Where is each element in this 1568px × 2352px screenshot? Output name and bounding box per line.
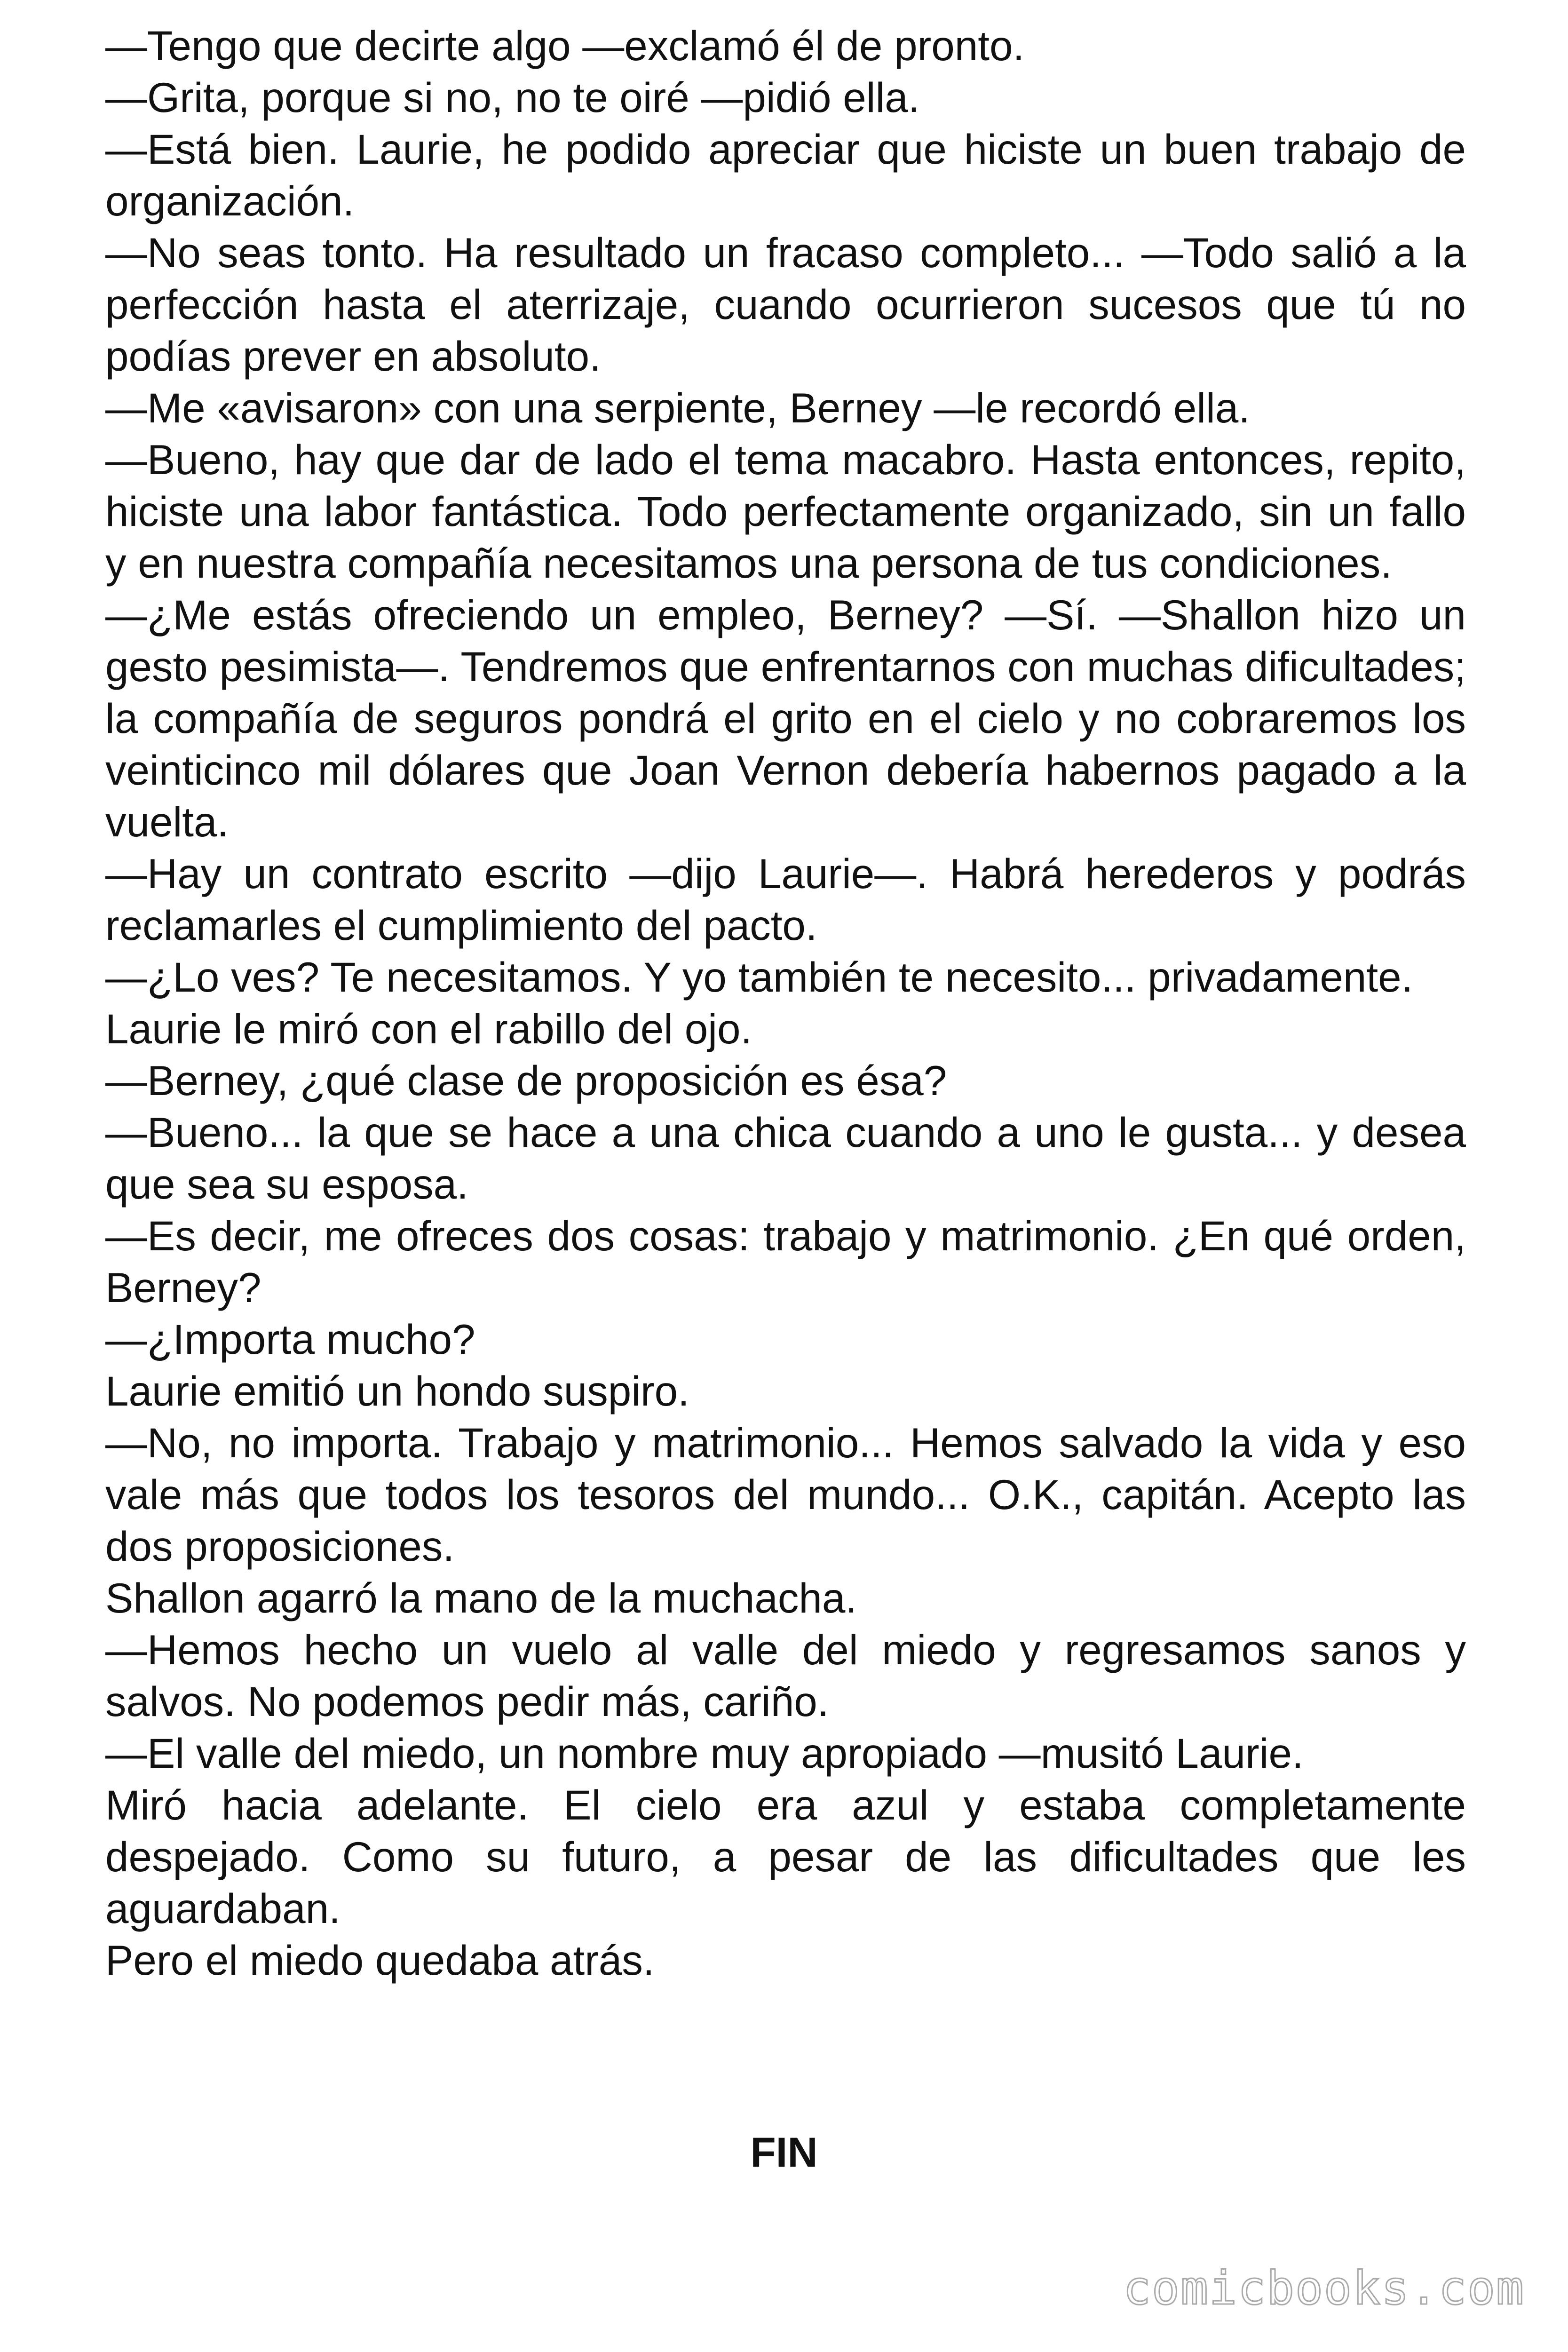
paragraph: —Grita, porque si no, no te oiré —pidió ella.	[105, 74, 920, 121]
paragraph: —Bueno... la que se hace a una chica cuando a uno le gusta... y desea que sea su esposa.	[105, 1109, 1466, 1208]
paragraph: Miró hacia adelante. El cielo era azul y estaba completamente despejado. Como su futuro, a pesar de las dificultades que les aguardaban.	[105, 1781, 1466, 1932]
ending-title: FIN	[750, 2129, 818, 2176]
paragraph: —¿Importa mucho?	[105, 1316, 475, 1363]
paragraph: Laurie le miró con el rabillo del ojo.	[105, 1005, 752, 1052]
paragraph: —Me «avisaron» con una serpiente, Berney —le recordó ella.	[105, 384, 1250, 431]
paragraph: Pero el miedo quedaba atrás.	[105, 1937, 655, 1984]
paragraph: Laurie emitió un hondo suspiro.	[105, 1367, 689, 1414]
paragraph: —No, no importa. Trabajo y matrimonio... Hemos salvado la vida y eso vale más que todos los tesoros del mundo... O.K., capitán. Acepto las dos proposiciones.	[105, 1419, 1466, 1570]
story-text-block	[105, 20, 1466, 1986]
paragraph: Shallon agarró la mano de la muchacha.	[105, 1574, 857, 1621]
paragraph: —El valle del miedo, un nombre muy apropiado —musitó Laurie.	[105, 1730, 1304, 1777]
paragraph: —¿Lo ves? Te necesitamos. Y yo también te necesito... privadamente.	[105, 954, 1413, 1001]
paragraph: —No seas tonto. Ha resultado un fracaso completo... —Todo salió a la perfección hasta el aterrizaje, cuando ocurrieron sucesos que tú no podías prever en absoluto.	[105, 229, 1466, 380]
paragraph: —Tengo que decirte algo —exclamó él de pronto.	[105, 22, 1025, 69]
paragraph: —Es decir, me ofreces dos cosas: trabajo y matrimonio. ¿En qué orden, Berney?	[105, 1212, 1466, 1311]
paragraph: —Bueno, hay que dar de lado el tema macabro. Hasta entonces, repito, hiciste una labor fantástica. Todo perfectamente organizado, sin un fallo y en nuestra compañía necesitamos una persona de tus condiciones.	[105, 436, 1466, 587]
paragraph: —Hay un contrato escrito —dijo Laurie—. Habrá herederos y podrás reclamarles el cumplimiento del pacto.	[105, 850, 1466, 949]
paragraph: —¿Me estás ofreciendo un empleo, Berney? —Sí. —Shallon hizo un gesto pesimista—. Tendremos que enfrentarnos con muchas dificultades; la compañía de seguros pondrá el grito en el cielo y no cobraremos los veinticinco mil dólares que Joan Vernon debería habernos pagado a la vuelta.	[105, 591, 1466, 845]
paragraph: —Hemos hecho un vuelo al valle del miedo y regresamos sanos y salvos. No podemos pedir más, cariño.	[105, 1626, 1466, 1725]
paragraph: —Está bien. Laurie, he podido apreciar que hiciste un buen trabajo de organización.	[105, 126, 1466, 224]
site-watermark: comicbooks.com	[1123, 2262, 1525, 2315]
paragraph: —Berney, ¿qué clase de proposición es ésa?	[105, 1057, 947, 1104]
